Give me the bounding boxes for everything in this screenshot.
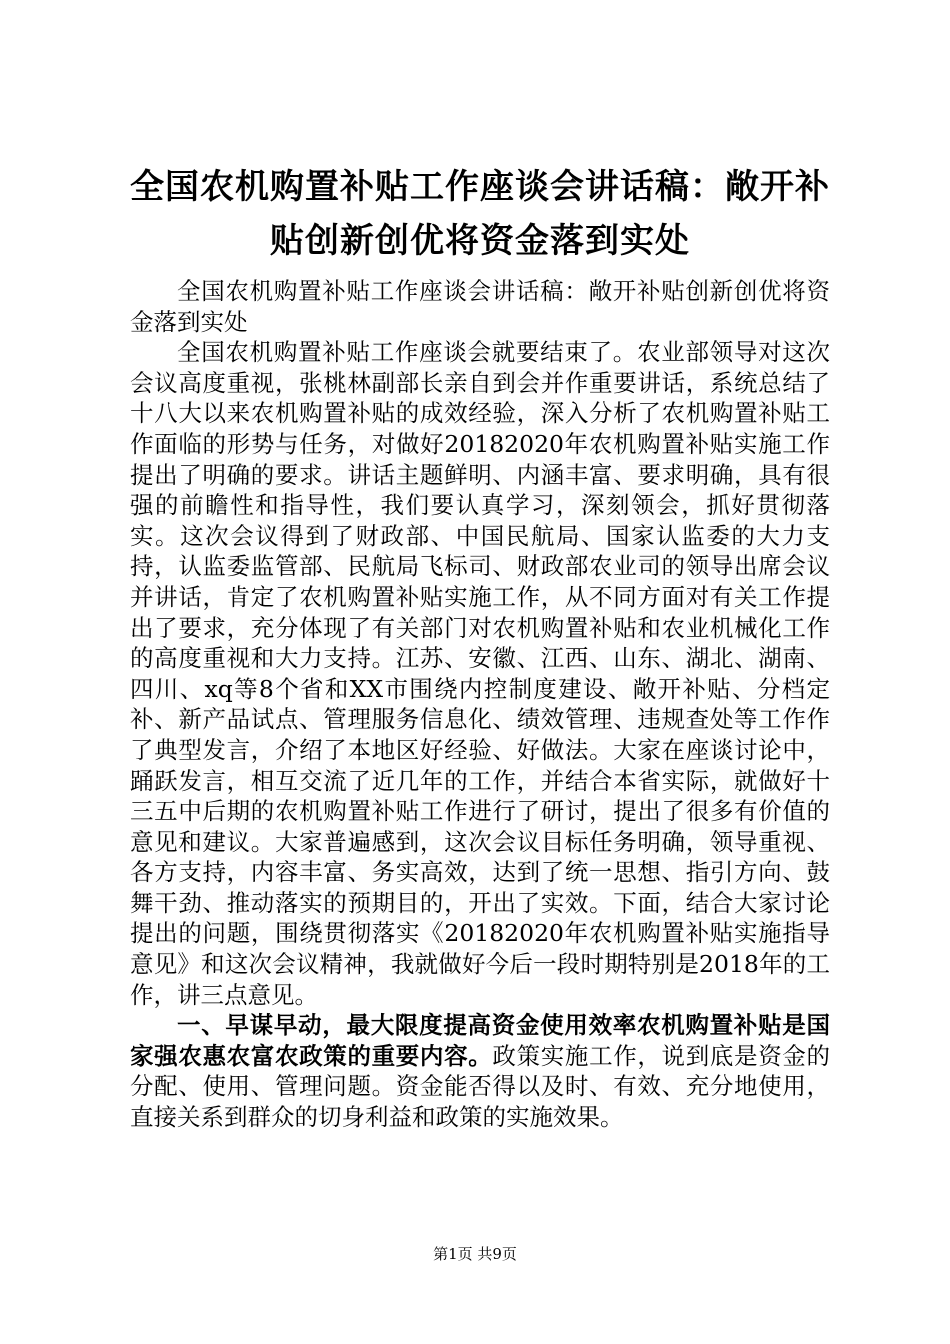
page-footer	[0, 1244, 950, 1264]
page-indicator: 第1页 共9页	[433, 1245, 517, 1263]
paragraph-subtitle: 全国农机购置补贴工作座谈会讲话稿：敞开补贴创新创优将资金落到实处	[130, 277, 830, 336]
section-body: 政策实施工作，说到底是资金的分配、使用、管理问题。资金能否得以及时、有效、充分地使用，直接关系到群众的切身利益和政策的实施效果。	[130, 1041, 831, 1132]
section-paragraph	[130, 1010, 830, 1132]
document-page	[130, 160, 830, 1133]
paragraph-body: 全国农机购置补贴工作座谈会就要结束了。农业部领导对这次会议高度重视，张桃林副部长亲自到会并作重要讲话，系统总结了十八大以来农机购置补贴的成效经验，深入分析了农机购置补贴工作面临的形势与任务，对做好20182020年农机购置补贴实施工作提出了明确的要求。讲话主题鲜明、内涵丰富、要求明确，具有很强的前瞻性和指导性，我们要认真学习，深刻领会，抓好贯彻落实。这次会议得到了财政部、中国民航局、国家认监委的大力支持，认监委监管部、民航局飞标司、财政部农业司的领导出席会议并讲话，肯定了农机购置补贴实施工作，从不同方面对有关工作提出了要求，充分体现了有关部门对农机购置补贴和农业机械化工作的高度重视和大力支持。江苏、安徽、江西、山东、湖北、湖南、四川、xq等8个省和XX市围绕内控制度建设、敞开补贴、分档定补、新产品试点、管理服务信息化、绩效管理、违规查处等工作作了典型发言，介绍了本地区好经验、好做法。大家在座谈讨论中，踊跃发言，相互交流了近几年的工作，并结合本省实际，就做好十三五中后期的农机购置补贴工作进行了研讨，提出了很多有价值的意见和建议。大家普遍感到，这次会议目标任务明确，领导重视、各方支持，内容丰富、务实高效，达到了统一思想、指引方向、鼓舞干劲、推动落实的预期目的，开出了实效。下面，结合大家讨论提出的问题，围绕贯彻落实《20182020年农机购置补贴实施指导意见》和这次会议精神，我就做好今后一段时期特别是2018年的工作，讲三点意见。	[130, 338, 830, 1009]
document-title: 全国农机购置补贴工作座谈会讲话稿：敞开补贴创新创优将资金落到实处	[130, 167, 830, 261]
section-heading: 一、早谋早动，最大限度提高资金使用效率农机购置补贴是国家强农惠农富农政策的重要内容。	[130, 1011, 830, 1070]
